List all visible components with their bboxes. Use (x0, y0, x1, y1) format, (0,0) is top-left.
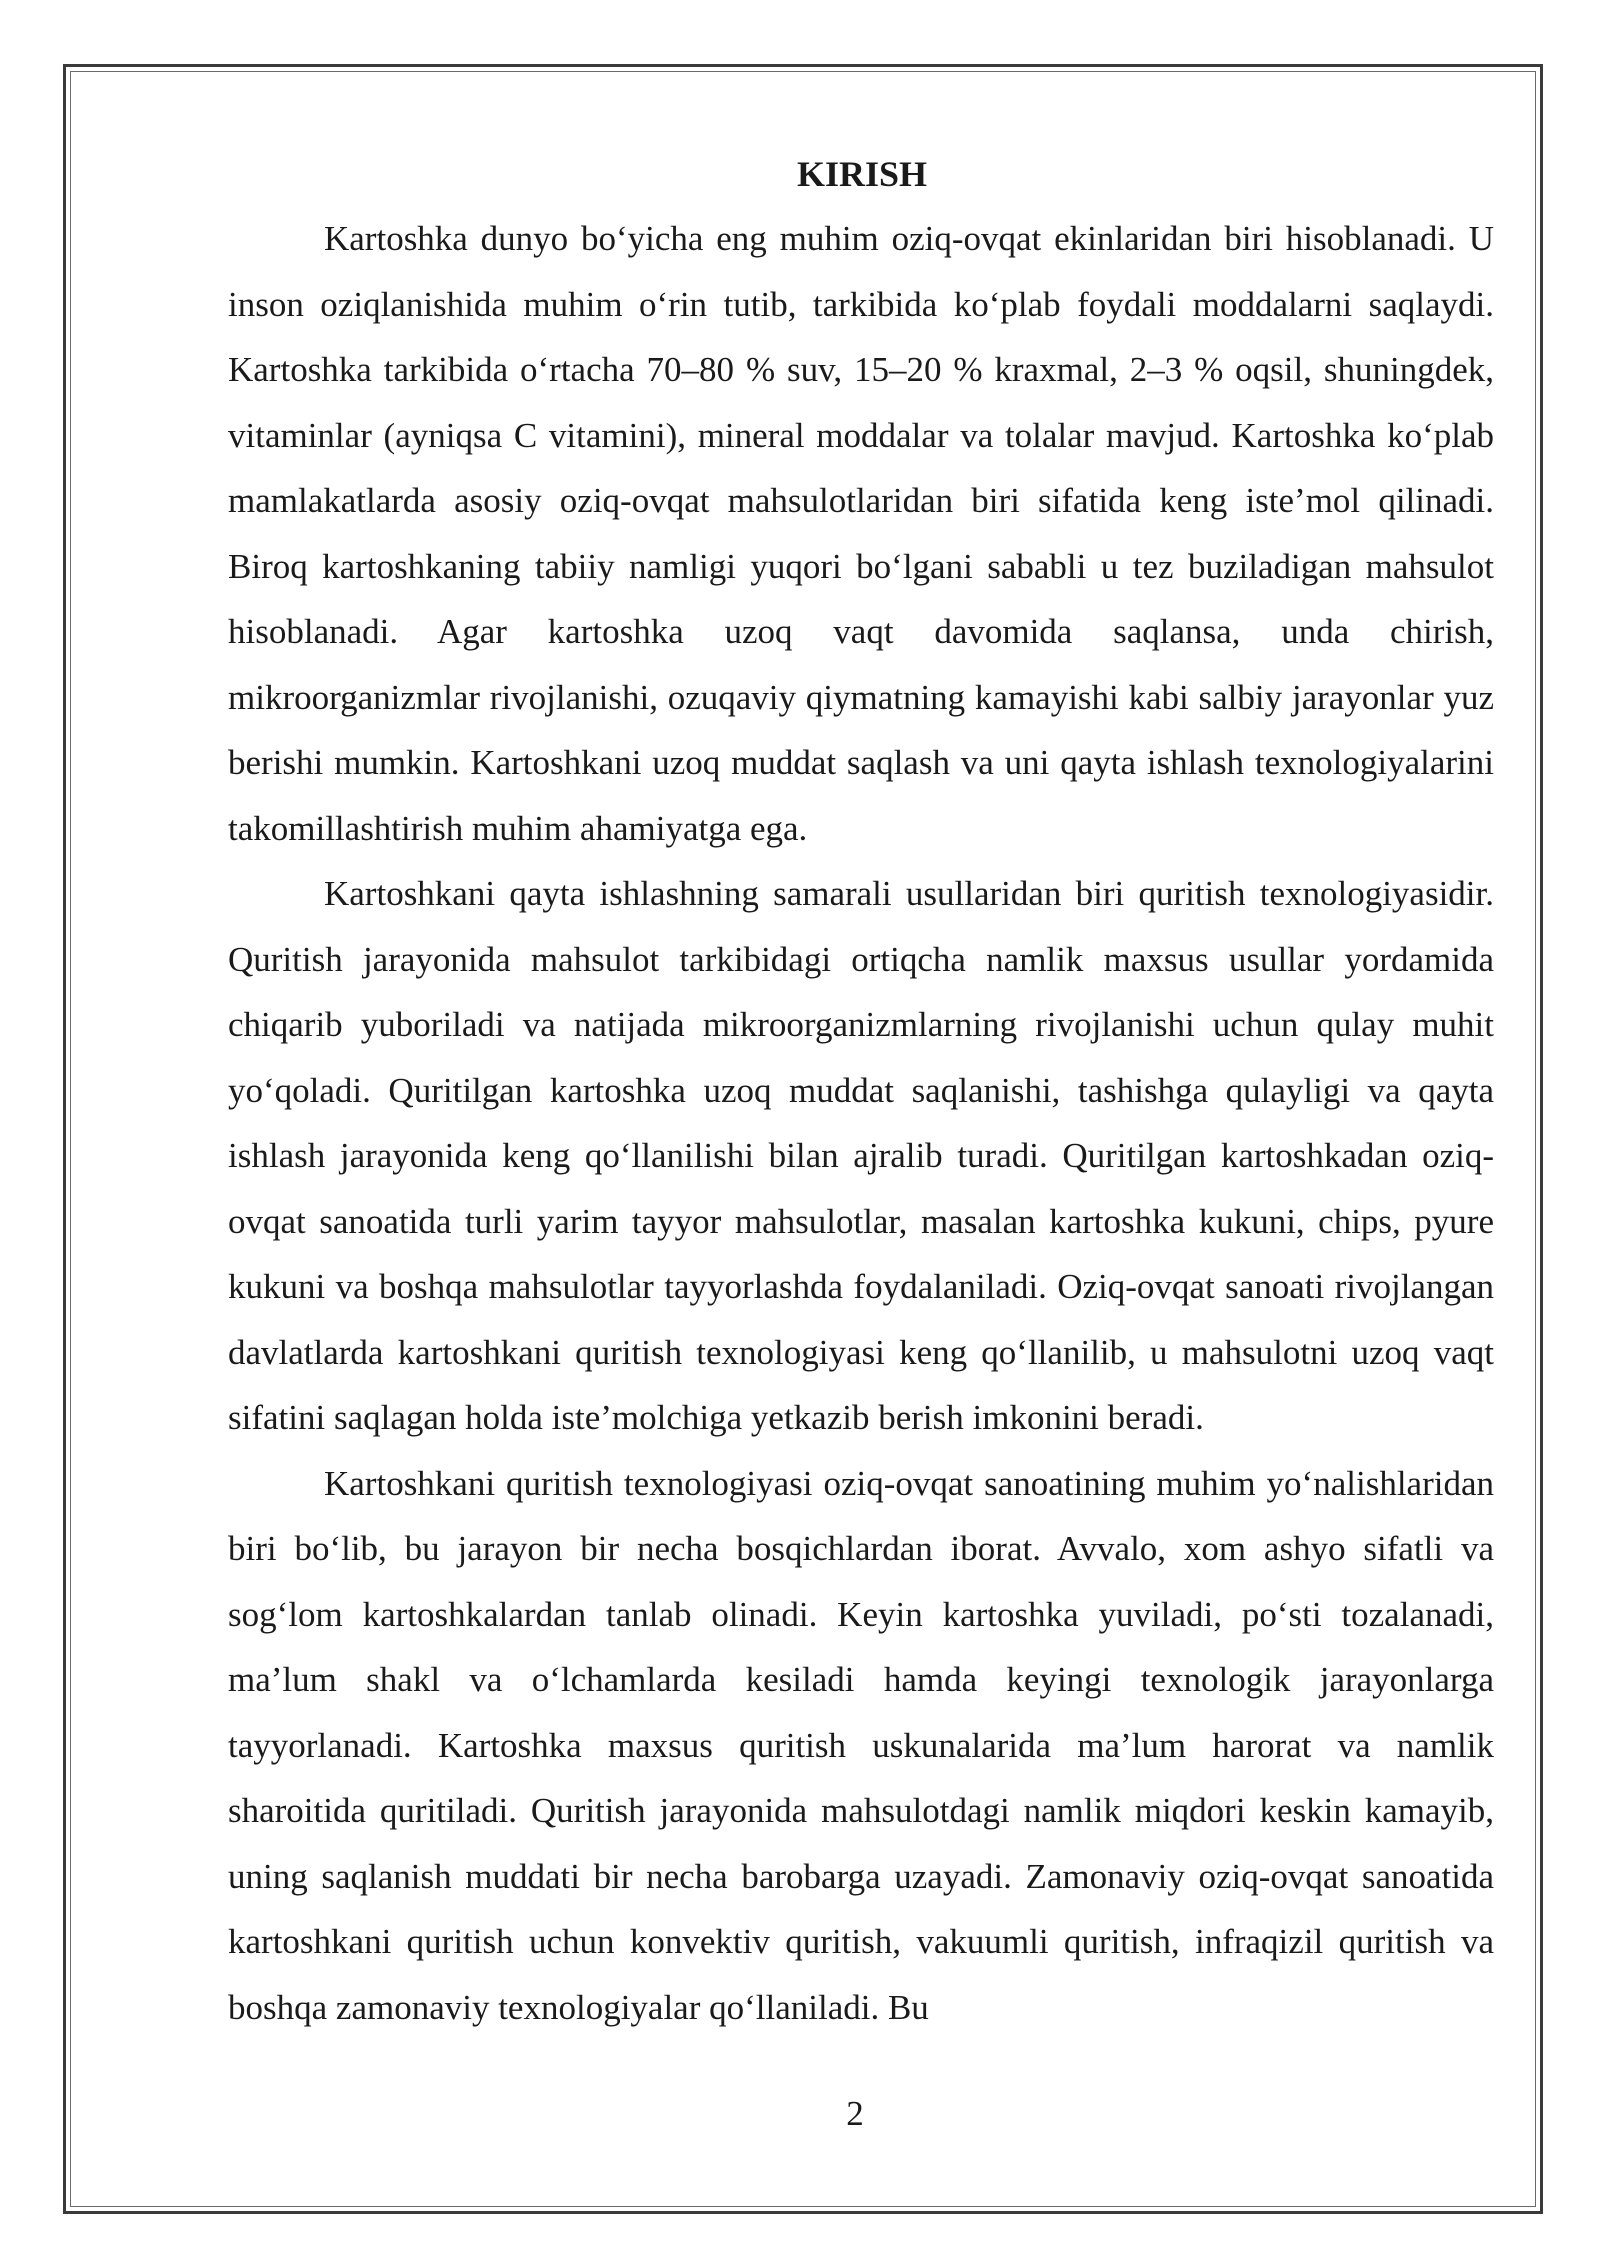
document-body (228, 148, 1494, 2040)
section-title: KIRISH (796, 154, 928, 194)
paragraph-3: Kartoshkani quritish texnologiyasi oziq-ovqat sanoatining muhim yo‘nalishlaridan biri bo‘lib, bu jarayon bir necha bosqichlardan iborat. Avvalo, xom ashyo sifatli va sog‘lom kartoshkalardan tanlab olinadi. Keyin kartoshka yuviladi, po‘sti tozalanadi, ma’lum shakl va o‘lchamlarda kesiladi hamda keyingi texnologik jarayonlarga tayyorlanadi. Kartoshka maxsus quritish uskunalarida ma’lum harorat va namlik sharoitida quritiladi. Quritish jarayonida mahsulotdagi namlik miqdori keskin kamayib, uning saqlanish muddati bir necha barobarga uzayadi. Zamonaviy oziq-ovqat sanoatida kartoshkani quritish uchun konvektiv quritish, vakuumli quritish, infraqizil quritish va boshqa zamonaviy texnologiyalar qo‘llaniladi. Bu (228, 1463, 1494, 2027)
page-number: 2 (846, 2094, 864, 2133)
paragraph-1: Kartoshka dunyo bo‘yicha eng muhim oziq-ovqat ekinlaridan biri hisoblanadi. U inson oziqlanishida muhim o‘rin tutib, tarkibida ko‘plab foydali moddalarni saqlaydi. Kartoshka tarkibida o‘rtacha 70–80 % suv, 15–20 % kraxmal, 2–3 % oqsil, shuningdek, vitaminlar (ayniqsa C vitamini), mineral moddalar va tolalar mavjud. Kartoshka ko‘plab mamlakatlarda asosiy oziq-ovqat mahsulotlaridan biri sifatida keng iste’mol qilinadi. Biroq kartoshkaning tabiiy namligi yuqori bo‘lgani sababli u tez buziladigan mahsulot hisoblanadi. Agar kartoshka uzoq vaqt davomida saqlansa, unda chirish, mikroorganizmlar rivojlanishi, ozuqaviy qiymatning kamayishi kabi salbiy jarayonlar yuz berishi mumkin. Kartoshkani uzoq muddat saqlash va uni qayta ishlash texnologiyalarini takomillashtirish muhim ahamiyatga ega. (228, 219, 1494, 848)
paragraph-2: Kartoshkani qayta ishlashning samarali usullaridan biri quritish texnologiyasidir. Quritish jarayonida mahsulot tarkibidagi ortiqcha namlik maxsus usullar yordamida chiqarib yuboriladi va natijada mikroorganizmlarning rivojlanishi uchun qulay muhit yo‘qoladi. Quritilgan kartoshka uzoq muddat saqlanishi, tashishga qulayligi va qayta ishlash jarayonida keng qo‘llanilishi bilan ajralib turadi. Quritilgan kartoshkadan oziq-ovqat sanoatida turli yarim tayyor mahsulotlar, masalan kartoshka kukuni, chips, pyure kukuni va boshqa mahsulotlar tayyorlashda foydalaniladi. Oziq-ovqat sanoati rivojlangan davlatlarda kartoshkani quritish texnologiyasi keng qo‘llanilib, u mahsulotni uzoq vaqt sifatini saqlagan holda iste’molchiga yetkazib berish imkonini beradi. (228, 874, 1494, 1437)
